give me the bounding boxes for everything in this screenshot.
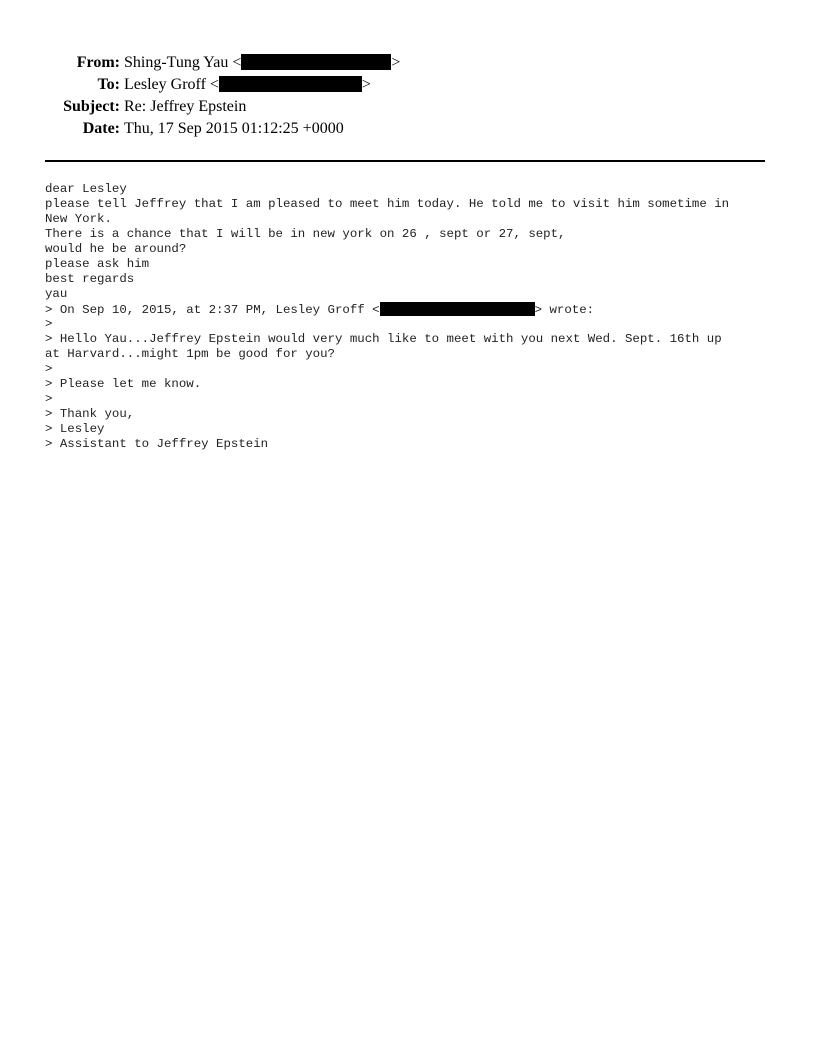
body-line: would he be around? [45, 242, 187, 256]
email-body [45, 182, 770, 452]
from-value [124, 52, 400, 74]
quoted-line: > [45, 317, 53, 331]
from-name: Shing-Tung Yau < [124, 54, 242, 71]
quote-header-before: > On Sep 10, 2015, at 2:37 PM, Lesley Groff < [45, 303, 380, 317]
date-row [0, 118, 816, 140]
to-row [0, 74, 816, 96]
body-line: dear Lesley [45, 182, 127, 196]
quoted-line: > Thank you, [45, 407, 135, 421]
redacted-email-block [241, 54, 391, 70]
quoted-line: > [45, 392, 53, 406]
to-label: To: [97, 76, 120, 93]
to-name: Lesley Groff < [124, 76, 219, 93]
date-label: Date: [82, 120, 120, 137]
body-line: New York. [45, 212, 112, 226]
quoted-line: > Lesley [45, 422, 105, 436]
quoted-line: at Harvard...might 1pm be good for you? [45, 347, 335, 361]
from-row [0, 52, 816, 74]
quote-header-after: > wrote: [534, 303, 595, 317]
quote-header-line [45, 302, 770, 317]
body-line: yau [45, 287, 68, 301]
to-close-bracket: > [361, 76, 371, 93]
body-line: please ask him [45, 257, 150, 271]
quoted-line: > Hello Yau...Jeffrey Epstein would very much like to meet with you next Wed. Sept. 16th up [45, 332, 722, 346]
header-divider [45, 160, 765, 162]
from-close-bracket: > [391, 54, 401, 71]
quoted-line: > Assistant to Jeffrey Epstein [45, 437, 269, 451]
body-line: please tell Jeffrey that I am pleased to meet him today. He told me to visit him sometime in [45, 197, 730, 211]
email-header [0, 52, 816, 140]
subject-label: Subject: [63, 98, 120, 115]
redacted-email-block [219, 76, 362, 92]
redacted-email-block [380, 302, 535, 316]
body-line: best regards [45, 272, 135, 286]
subject-value: Re: Jeffrey Epstein [124, 98, 247, 115]
quoted-line: > Please let me know. [45, 377, 202, 391]
date-value: Thu, 17 Sep 2015 01:12:25 +0000 [124, 120, 344, 137]
subject-row [0, 96, 816, 118]
from-label: From: [76, 54, 120, 71]
to-value [124, 74, 371, 96]
quoted-line: > [45, 362, 53, 376]
body-line: There is a chance that I will be in new york on 26 , sept or 27, sept, [45, 227, 566, 241]
